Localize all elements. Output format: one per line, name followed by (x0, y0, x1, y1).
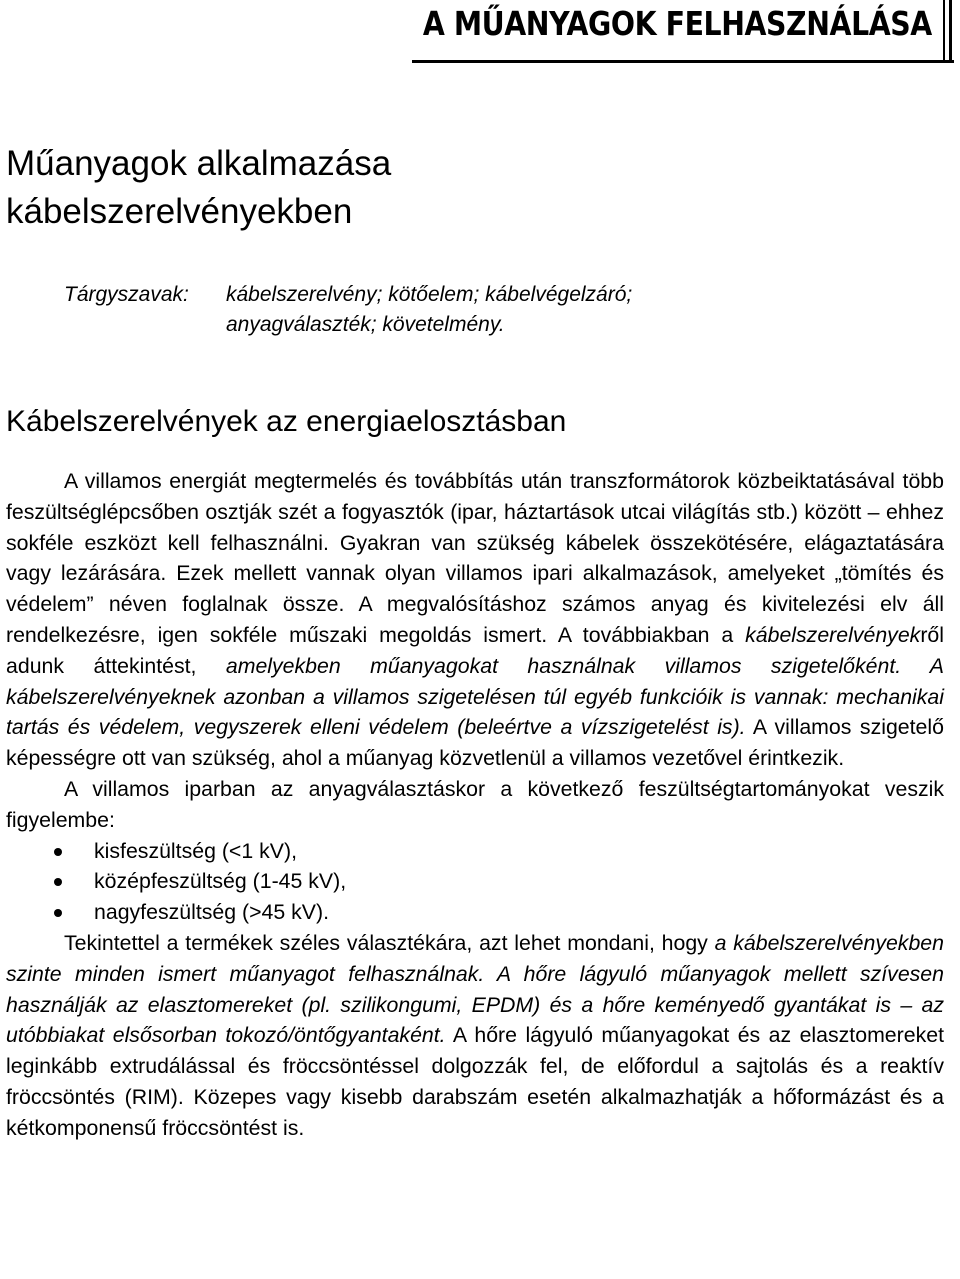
body-text (6, 466, 944, 1144)
bullet-icon (54, 909, 62, 917)
article-title (6, 140, 906, 236)
header-vertical-bar-inner (943, 0, 945, 63)
list-item: kisfeszültség (<1 kV), (50, 836, 944, 867)
paragraph-3: Tekintettel a termékek széles választékára, azt lehet mondani, hogy a kábelszerelvényekben szinte minden ismert műanyagot felhasználnak. A hőre lágyuló műanyagok mellett szívesen használják az elasztomereket (pl. szilikongumi, EPDM) és a hőre keményedő gyantákat is – az utóbbiakat elsősorban tokozó/öntőgyantaként. A hőre lágyuló műanyagokat és az elasztomereket leginkább extrudálással és fröccsöntéssel dolgozzák fel, de előfordul a sajtolás és a reaktív fröccsöntés (RIM). Közepes vagy kisebb darabszám esetén alkalmazhatják a hőformázást és a kétkomponensű fröccsöntést is. (6, 930, 944, 1140)
voltage-list (6, 836, 944, 928)
paragraph-2: A villamos iparban az anyagválasztáskor a következő feszültségtartományokat veszik figyelembe: (6, 776, 944, 832)
running-header-title: A MŰANYAGOK FELHASZNÁLÁSA (423, 4, 932, 43)
header-rule (412, 60, 954, 63)
list-item: középfeszültség (1-45 kV), (50, 866, 944, 897)
keywords-block (64, 280, 924, 340)
list-item: nagyfeszültség (>45 kV). (50, 897, 944, 928)
article-title-line1: Műanyagok alkalmazása (6, 144, 392, 183)
bullet-icon (54, 878, 62, 886)
bullet-icon (54, 848, 62, 856)
paragraph-1: A villamos energiát megtermelés és továbbítás után transzformátorok közbeiktatásával több feszültséglépcsőben osztják szét a fogyasztók (ipar, háztartások utcai világítás stb.) között – ehhez sokféle eszközt kell felhasználni. Gyakran van szükség kábelek összekötésére, elágaztatására vagy lezárására. Ezek mellett vannak olyan villamos ipari alkalmazások, amelyeket „tömítés és védelem” néven foglalnak össze. A megvalósításhoz számos anyag és kivitelezési elv áll rendelkezésre, igen sokféle műszaki megoldás ismert. A továbbiakban a kábelszerelvényekről adunk áttekintést, amelyekben műanyagokat használnak villamos szigetelőként. A kábelszerelvényeknek azonban a villamos szigetelésen túl egyéb funkcióik is vannak: mechanikai tartás és védelem, vegyszerek elleni védelem (beleértve a vízszigetelést is). A villamos szigetelő képességre ott van szükség, ahol a műanyag közvetlenül a villamos vezetővel érintkezik. (6, 469, 944, 771)
section-heading: Kábelszerelvények az energiaelosztásban (6, 405, 567, 438)
keywords-line1: kábelszerelvény; kötőelem; kábelvégelzáró; (226, 283, 633, 306)
keywords-label: Tárgyszavak: (64, 283, 189, 306)
header-vertical-bar-outer (949, 0, 952, 63)
running-header (0, 0, 960, 66)
keywords-line2: anyagválaszték; követelmény. (226, 313, 505, 336)
article-title-line2: kábelszerelvényekben (6, 192, 353, 231)
